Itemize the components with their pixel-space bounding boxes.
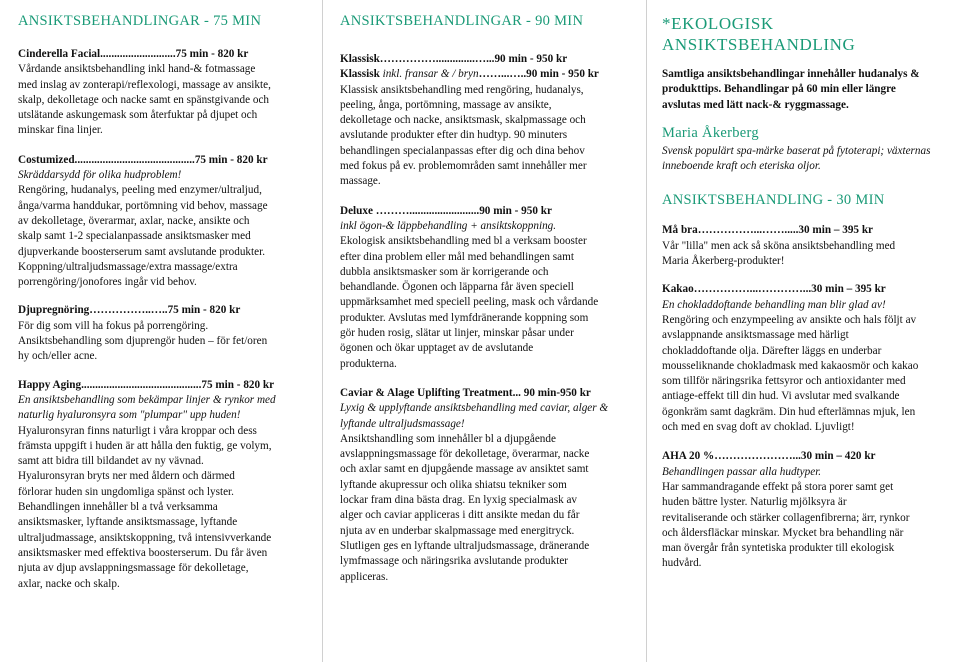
text-line: minskar fina linjer.: [18, 124, 103, 137]
text-line: Klassisk ansiktsbehandling med rengöring, hudanalys,: [340, 83, 584, 96]
text-line: Vårdande ansiktsbehandling inkl hand-& fotmassage: [18, 63, 256, 76]
klassisk-title: Klassisk……………..............…...90 min - 950 kr: [340, 53, 568, 65]
caviar-subtitle-2: lyftande ultraljudsmassage!: [340, 417, 465, 430]
happy-aging-subtitle-2: naturlig hyaluronsyra som "plumpar" upp huden!: [18, 409, 241, 422]
text-line: Samtliga ansiktsbehandlingar innehåller hudanalys &: [662, 68, 920, 80]
klassisk-extras: inkl. fransar & / bryn: [382, 68, 479, 81]
text-line: Hyaluronsyran bryts ner med åldern och därmed: [18, 470, 235, 483]
text-line: avslappningsmassage för dekolletage, överarmar, nacke: [340, 448, 590, 461]
text-line: hy och/eller acne.: [18, 350, 98, 363]
text-line: huden bättre lyster. Naturlig mjölksyra är: [662, 496, 847, 509]
text-line: efter dina problem eller mål med behandlingen samt: [340, 250, 574, 263]
text-line: ånga/varma handdukar, portömning vid behov, massage: [18, 199, 268, 212]
text-line: alger och caviar appliceras i ditt ansikte medan du får: [340, 509, 580, 522]
text-line: njuta av djup avslappningsmassage för dekolletage,: [18, 562, 249, 575]
deluxe-description: [340, 234, 636, 372]
column-divider-1: [322, 0, 323, 662]
section-heading-75-min: ANSIKTSBEHANDLINGAR - 75 MIN: [18, 13, 262, 29]
text-line: Slutligen ges en lyftande ultraljudsmassage, dränerande: [340, 539, 590, 552]
text-line: För dig som vill ha fokus på porrengöring.: [18, 319, 209, 332]
costumized-description: [18, 183, 310, 290]
text-line: hudvård.: [662, 557, 702, 570]
text-line: ögonen och ökar upptaget av de avslutande: [340, 342, 534, 355]
text-line: mousseliknande chokladmask med kakaosmör och kakao: [662, 359, 919, 372]
brand-name: Maria Åkerberg: [662, 124, 759, 141]
klassisk-label: Klassisk: [340, 68, 383, 81]
text-line: Maria Åkerberg-produkter!: [662, 255, 785, 268]
text-line: produkttips. Behandlingar på 60 min eller längre: [662, 83, 896, 96]
text-line: Rengöring, hudanalys, peeling med enzymer/ultraljud,: [18, 184, 262, 197]
djuprengoring-description: [18, 319, 310, 365]
text-line: med inslag av zonterapi/reflexologi, massage av ansikte,: [18, 78, 271, 91]
text-line: Ansiktshandling som innehåller bl a djupgående: [340, 432, 556, 445]
text-line: Har sammandragande effekt på stora porer samt get: [662, 480, 894, 493]
text-line: behandlingen specialanpassas efter dig och dina behov: [340, 144, 585, 157]
text-line: uppmärksamhet med speciell peeling, mask och vårdande: [340, 296, 599, 309]
text-line: produkterna.: [340, 357, 397, 370]
text-line: Ansiktsbehandling som djuprengör huden – för fet/oren: [18, 335, 268, 348]
text-line: porrengöring/jonofores ingår vid behov.: [18, 276, 197, 289]
klassisk-description: [340, 83, 636, 190]
text-line: Rengöring och enzympeeling av ansikte och hals följt av: [662, 313, 917, 326]
column-75-min: [18, 0, 310, 592]
text-line: ansiktsmasker, lyftande ansiktsmassage, lyftande: [18, 516, 238, 529]
text-line: förlorar huden sin ungdomliga spänst och lyster.: [18, 485, 234, 498]
klassisk-extended-title: [340, 67, 636, 82]
kakao-subtitle: En chokladdoftande behandling man blir glad av!: [662, 298, 886, 311]
text-line: avslutas med lätt nack-& ryggmassage.: [662, 98, 849, 111]
section-heading-90-min: ANSIKTSBEHANDLINGAR - 90 MIN: [340, 13, 584, 29]
text-line: man övergår från syntetiska produkter till ekologisk: [662, 542, 895, 555]
text-line: peeling, ånga, portömning, massage av ansikte,: [340, 98, 552, 111]
text-line: ansiktsmasker med effektiva boosterserum. Du får även: [18, 546, 268, 559]
aha-title: AHA 20 %…………………...30 min – 420 kr: [662, 450, 876, 463]
text-line: lyftande akupressur och olika shiatsu tekniker som: [340, 478, 567, 491]
text-line: gör huden rosig, slätar ut linjer, minskar påsar under: [340, 327, 574, 340]
text-line: med fokus på ev. problemområden samt innehåller mer: [340, 160, 587, 173]
text-line: som tillför näringsrika fettsyror och antioxidanter med: [662, 375, 906, 388]
section-heading-30-min: ANSIKTSBEHANDLING - 30 MIN: [662, 192, 885, 209]
mabra-description: [662, 239, 954, 270]
aha-subtitle: Behandlingen passar alla hudtyper.: [662, 465, 822, 478]
text-line: lockar fram dina bästa drag. En lyxig specialmask av: [340, 494, 578, 507]
text-line: Koppning/ultraljudsmassage/extra massage/extra: [18, 260, 238, 273]
aha-description: [662, 480, 954, 572]
deluxe-title: Deluxe ……….........................90 min - 950 kr: [340, 204, 552, 217]
happy-aging-title: Happy Aging...........................................75 min - 820 kr: [18, 378, 275, 391]
kakao-title: Kakao……………...…………...30 min – 395 kr: [662, 283, 886, 296]
happy-aging-description: [18, 424, 310, 592]
text-line: massage.: [340, 175, 381, 188]
cinderella-title: Cinderella Facial...........................75 min - 820 kr: [18, 48, 249, 60]
text-line: skalp samt 1-2 specialanpassade ansiktsmasker med: [18, 230, 251, 243]
caviar-description: [340, 432, 636, 585]
column-90-min: [340, 0, 636, 585]
text-line: lymfmassage och näringsrika avslutande produkter: [340, 555, 569, 568]
text-line: axlar, nacke och skalp.: [18, 577, 120, 590]
text-line: behandlande. Ögonen och läpparna får även speciell: [340, 281, 574, 294]
text-line: skalp, dekolletage och nacke samt en spänstgivande och: [18, 93, 270, 106]
caviar-subtitle-1: Lyxig & upplyftande ansiktsbehandling med caviar, alger &: [340, 402, 609, 415]
column-divider-2: [646, 0, 647, 662]
brand-subtitle-2: inneboende kraft och eteriska oljor.: [662, 160, 821, 173]
text-line: chokladdoftande olja. Därefter läggs en underbar: [662, 344, 882, 357]
text-line: appliceras.: [340, 570, 389, 583]
text-line: av dekolletage, överarmar, axlar, nacke, ansikte och: [18, 214, 250, 227]
deluxe-subtitle: inkl ögon-& läppbehandling + ansiktskoppning.: [340, 219, 557, 232]
brand-subtitle-1: Svensk populärt spa-märke baserat på fytoterapi; växternas: [662, 144, 931, 157]
caviar-title: Caviar & Alage Uplifting Treatment... 90 min-950 kr: [340, 386, 591, 399]
text-line: samt att bidra till bildandet av ny vävnad.: [18, 455, 204, 468]
text-line: avslutande produkter efter din hudtyp. 90 minuters: [340, 129, 568, 142]
text-line: produkter. Avslutas med lymfdränerande koppning som: [340, 311, 589, 324]
text-line: antiage-effekt till din hud. Vi avslutar med svalkande: [662, 390, 900, 403]
text-line: dubbla ansiktsmasker som är korrigerande och: [340, 265, 549, 278]
text-line: och axlar samt en djupgående massage av ansiktet samt: [340, 463, 589, 476]
happy-aging-subtitle-1: En ansiktsbehandling som bekämpar linjer & rynkor med: [18, 393, 276, 406]
text-line: djupverkande boosterserum samt avslutande produkter.: [18, 245, 265, 258]
text-line: och med en svag doft av choklad. Ljuvligt!: [662, 421, 855, 434]
klassisk-price: ……...…..90 min - 950 kr: [478, 68, 599, 81]
text-line: revitaliserande och stärker collagenfibrerna; ärr, rynkor: [662, 511, 910, 524]
costumized-subtitle: Skräddarsydd för olika hudproblem!: [18, 169, 182, 182]
text-line: avslappnande ansiktsmassage med härligt: [662, 329, 849, 342]
text-line: Vår "lilla" men ack så sköna ansiktsbehandling med: [662, 239, 896, 252]
kakao-description: [662, 313, 954, 435]
text-line: ultraljudmassage, ansiktskoppning, två intensivverkande: [18, 531, 272, 544]
text-line: dekolletage och nacke, ansiktsmask, skalpmassage och: [340, 114, 586, 127]
text-line: utslätande askungemask som återfuktar på djupet och: [18, 109, 258, 122]
ansiktsbehandling-heading: ANSIKTSBEHANDLING: [662, 35, 856, 54]
cinderella-description: [18, 62, 310, 138]
ekologisk-heading: *EKOLOGISK: [662, 14, 774, 33]
text-line: och åldersfläckar minskar. Mycket bra behandling när: [662, 526, 904, 539]
text-line: främsta uppgift i huden är att hålla den fuktig, ge volym,: [18, 439, 272, 452]
column-ekologisk-30-min: [662, 0, 954, 572]
text-line: ögonkräm samt dagkräm. Din hud efterlämnas mjuk, len: [662, 405, 916, 418]
text-line: Hyaluronsyran finns naturligt i våra kroppar och dess: [18, 424, 257, 437]
text-line: Behandlingen innehåller bl a två verksamma: [18, 501, 218, 514]
mabra-title: Må bra……………...…….....30 min – 395 kr: [662, 224, 874, 237]
ekologisk-description: [662, 67, 954, 113]
costumized-title: Costumized...........................................75 min - 820 kr: [18, 153, 268, 166]
text-line: njuta av en underbar skalpmassage med energitryck.: [340, 524, 575, 537]
text-line: Ekologisk ansiktsbehandling med bl a verksam booster: [340, 235, 587, 248]
djuprengoring-title: Djupregnöring……………..…..75 min - 820 kr: [18, 304, 241, 317]
